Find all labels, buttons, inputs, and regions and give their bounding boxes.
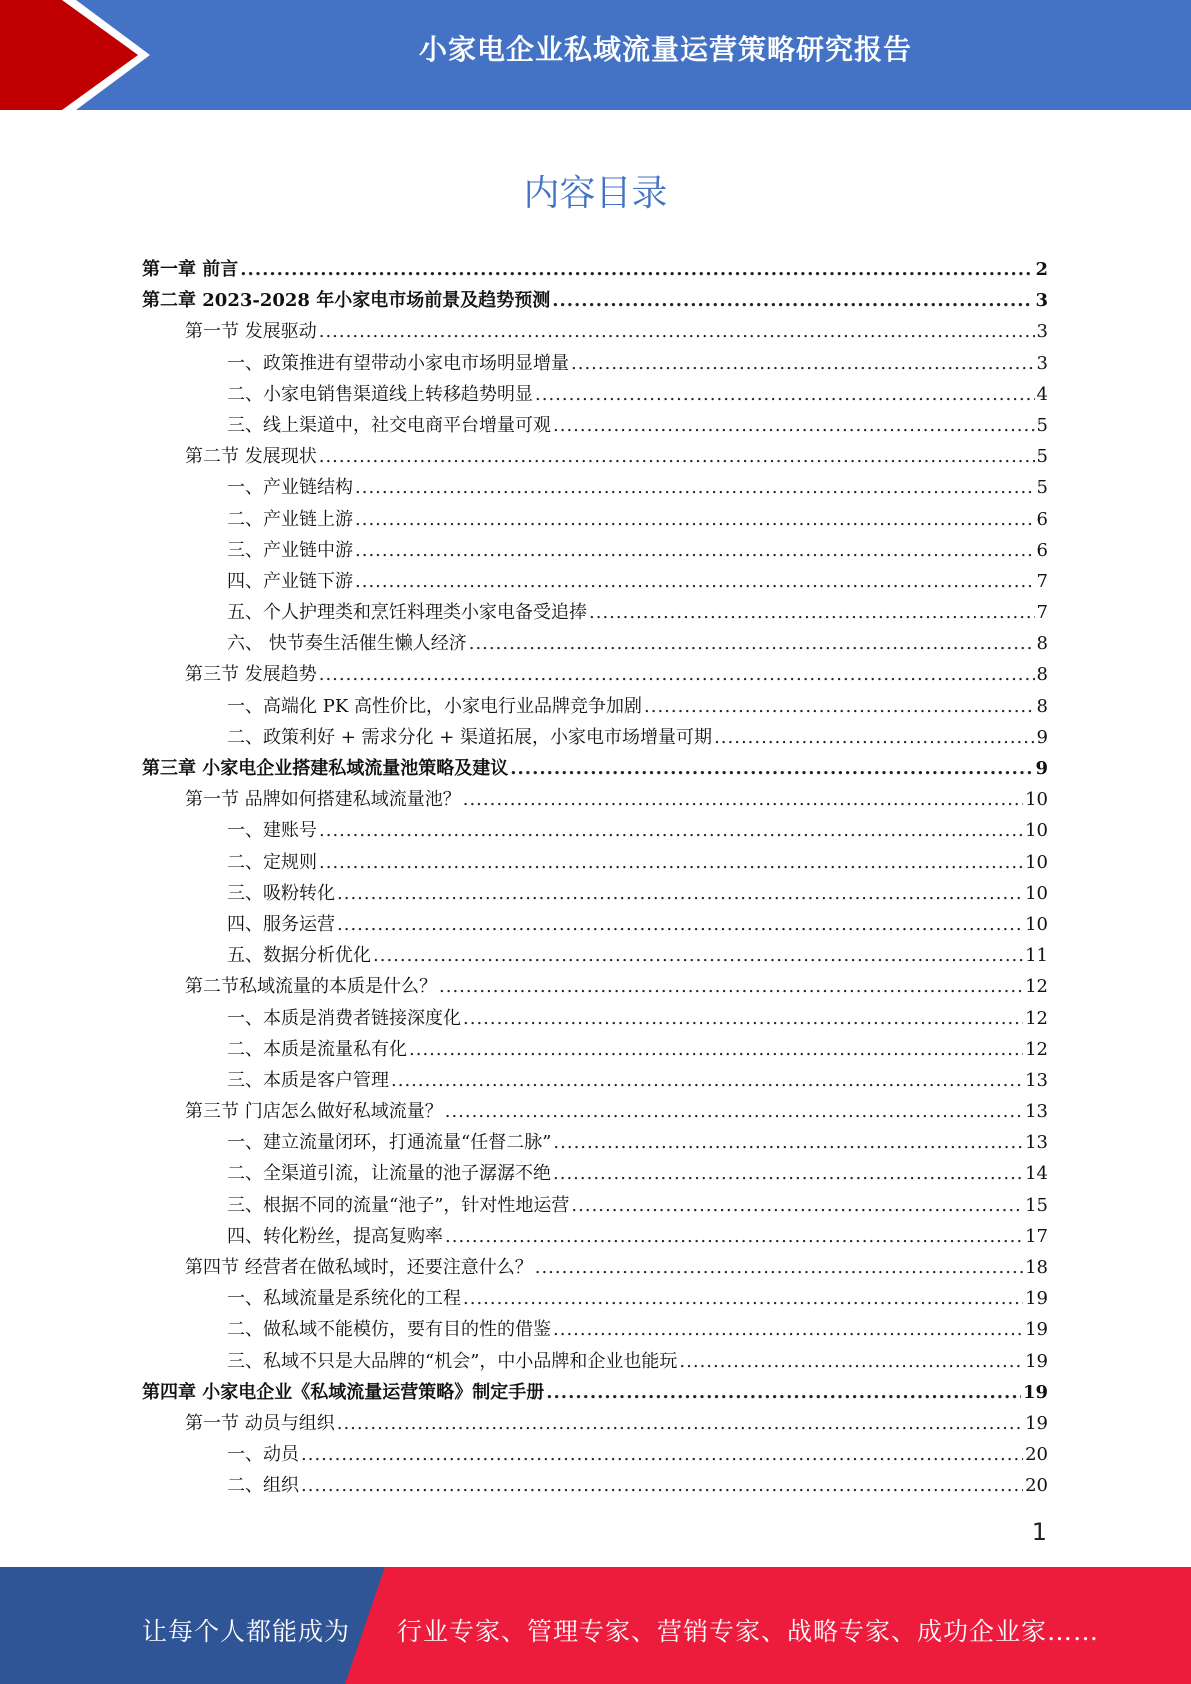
toc-entry-title: 一、本质是消费者链接深度化	[227, 1007, 461, 1029]
toc-entry-page: 19	[1025, 1350, 1048, 1372]
toc-subsection-entry[interactable]	[142, 1470, 1048, 1501]
toc-dot-leader	[553, 1158, 1023, 1189]
toc-entry-title: 五、个人护理类和烹饪料理类小家电备受追捧	[227, 602, 587, 624]
toc-dot-leader	[679, 1346, 1023, 1377]
toc-entry-page: 9	[1035, 758, 1048, 779]
toc-entry-title: 第三节 门店怎么做好私域流量？	[185, 1101, 443, 1123]
toc-entry-page: 6	[1036, 539, 1048, 561]
toc-dot-leader	[535, 1252, 1023, 1283]
toc-dot-leader	[337, 1408, 1023, 1439]
toc-subsection-entry[interactable]	[142, 909, 1048, 940]
toc-section-entry[interactable]	[142, 1408, 1048, 1439]
footer-slogan-right: 行业专家、管理专家、营销专家、战略专家、成功企业家……	[397, 1617, 1100, 1646]
toc-entry-title: 第四章 小家电企业《私域流量运营策略》制定手册	[142, 1381, 545, 1403]
toc-entry-title: 二、定规则	[227, 851, 317, 873]
toc-subsection-entry[interactable]	[142, 815, 1048, 846]
toc-entry-title: 第一节 动员与组织	[185, 1412, 335, 1434]
toc-dot-leader	[445, 1221, 1023, 1252]
page-number: 1	[1031, 1518, 1047, 1546]
toc-entry-title: 三、产业链中游	[227, 539, 353, 561]
toc-entry-title: 一、产业链结构	[227, 477, 353, 499]
toc-entry-page: 5	[1036, 414, 1048, 436]
toc-dot-leader	[553, 410, 1035, 441]
toc-dot-leader	[714, 722, 1034, 753]
toc-subsection-entry[interactable]	[142, 535, 1048, 566]
toc-subsection-entry[interactable]	[142, 1127, 1048, 1158]
toc-dot-leader	[240, 254, 1033, 285]
toc-entry-title: 六、 快节奏生活催生懒人经济	[227, 633, 467, 655]
toc-entry-page: 3	[1035, 290, 1048, 312]
toc-dot-leader	[319, 316, 1035, 347]
toc-entry-page: 19	[1025, 1319, 1048, 1341]
toc-dot-leader	[535, 379, 1035, 410]
toc-subsection-entry[interactable]	[142, 1003, 1048, 1034]
toc-entry-page: 20	[1025, 1444, 1048, 1466]
toc-dot-leader	[571, 348, 1035, 379]
toc-entry-page: 9	[1036, 726, 1048, 748]
toc-dot-leader	[644, 691, 1035, 722]
toc-chapter-entry[interactable]	[142, 254, 1048, 285]
toc-entry-title: 第一节 发展驱动	[185, 321, 317, 343]
toc-dot-leader	[355, 566, 1035, 597]
toc-entry-title: 一、高端化 PK 高性价比，小家电行业品牌竞争加剧	[227, 695, 642, 717]
toc-entry-title: 第三节 发展趋势	[185, 664, 317, 686]
toc-subsection-entry[interactable]	[142, 410, 1048, 441]
toc-entry-page: 19	[1022, 1381, 1048, 1403]
toc-entry-page: 4	[1036, 383, 1048, 405]
report-title: 小家电企业私域流量运营策略研究报告	[418, 33, 912, 66]
toc-subsection-entry[interactable]	[142, 691, 1048, 722]
toc-entry-title: 三、本质是客户管理	[227, 1069, 389, 1091]
toc-dot-leader	[319, 815, 1023, 846]
toc-subsection-entry[interactable]	[142, 1314, 1048, 1345]
toc-subsection-entry[interactable]	[142, 379, 1048, 410]
toc-chapter-entry[interactable]	[142, 753, 1048, 784]
toc-entry-page: 2	[1035, 259, 1048, 280]
toc-entry-page: 13	[1025, 1069, 1048, 1091]
toc-entry-page: 13	[1025, 1132, 1048, 1154]
toc-dot-leader	[463, 1003, 1023, 1034]
toc-entry-title: 第二节私域流量的本质是什么？	[185, 976, 437, 998]
toc-entry-title: 一、私域流量是系统化的工程	[227, 1288, 461, 1310]
toc-entry-page: 10	[1025, 789, 1048, 811]
toc-dot-leader	[571, 1190, 1023, 1221]
toc-entry-title: 三、私域不只是大品牌的“机会”，中小品牌和企业也能玩	[227, 1350, 678, 1372]
toc-entry-title: 二、政策利好 + 需求分化 + 渠道拓展，小家电市场增量可期	[227, 726, 713, 748]
toc-entry-page: 5	[1036, 477, 1048, 499]
toc-subsection-entry[interactable]	[142, 1221, 1048, 1252]
toc-entry-title: 二、产业链上游	[227, 508, 353, 530]
toc-entry-page: 5	[1036, 446, 1048, 468]
toc-subsection-entry[interactable]	[142, 1065, 1048, 1096]
toc-dot-leader	[391, 1065, 1023, 1096]
toc-subsection-entry[interactable]	[142, 597, 1048, 628]
toc-entry-page: 15	[1025, 1194, 1048, 1216]
toc-entry-title: 第一章 前言	[142, 259, 239, 280]
toc-section-entry[interactable]	[142, 441, 1048, 472]
toc-entry-title: 四、产业链下游	[227, 570, 353, 592]
toc-entry-title: 一、政策推进有望带动小家电市场明显增量	[227, 352, 569, 374]
toc-entry-page: 19	[1025, 1412, 1048, 1434]
toc-entry-title: 五、数据分析优化	[227, 945, 371, 967]
toc-entry-page: 6	[1036, 508, 1048, 530]
toc-subsection-entry[interactable]	[142, 566, 1048, 597]
toc-subsection-entry[interactable]	[142, 504, 1048, 535]
toc-section-entry[interactable]	[142, 971, 1048, 1002]
toc-entry-title: 三、线上渠道中，社交电商平台增量可观	[227, 414, 551, 436]
toc-entry-page: 10	[1025, 913, 1048, 935]
toc-entry-page: 10	[1025, 851, 1048, 873]
toc-entry-page: 7	[1036, 602, 1048, 624]
toc-entry-page: 14	[1025, 1163, 1048, 1185]
toc-entry-title: 二、做私域不能模仿，要有目的性的借鉴	[227, 1319, 551, 1341]
toc-dot-leader	[552, 285, 1033, 316]
toc-subsection-entry[interactable]	[142, 1034, 1048, 1065]
header-chevron-decoration	[0, 0, 160, 110]
toc-entry-title: 四、转化粉丝，提高复购率	[227, 1225, 443, 1247]
toc-section-entry[interactable]	[142, 784, 1048, 815]
toc-subsection-entry[interactable]	[142, 628, 1048, 659]
toc-dot-leader	[319, 659, 1035, 690]
toc-section-entry[interactable]	[142, 316, 1048, 347]
toc-dot-leader	[319, 847, 1023, 878]
toc-subsection-entry[interactable]	[142, 1283, 1048, 1314]
toc-entry-page: 3	[1036, 321, 1048, 343]
toc-entry-title: 二、全渠道引流，让流量的池子潺潺不绝	[227, 1163, 551, 1185]
toc-dot-leader	[469, 628, 1035, 659]
toc-dot-leader	[589, 597, 1035, 628]
toc-entry-title: 第二节 发展现状	[185, 446, 317, 468]
toc-subsection-entry[interactable]	[142, 348, 1048, 379]
toc-entry-title: 第四节 经营者在做私域时，还要注意什么？	[185, 1257, 533, 1278]
toc-dot-leader	[409, 1034, 1023, 1065]
toc-dot-leader	[445, 1096, 1023, 1127]
toc-entry-title: 一、动员	[227, 1444, 299, 1466]
toc-heading: 内容目录	[523, 173, 668, 214]
toc-subsection-entry[interactable]	[142, 722, 1048, 753]
toc-entry-page: 17	[1025, 1225, 1048, 1247]
toc-entry-page: 8	[1036, 664, 1048, 686]
toc-dot-leader	[355, 504, 1035, 535]
toc-section-entry[interactable]	[142, 659, 1048, 690]
toc-subsection-entry[interactable]	[142, 1439, 1048, 1470]
toc-entry-page: 13	[1025, 1101, 1048, 1123]
toc-entry-title: 第二章 2023-2028 年小家电市场前景及趋势预测	[142, 290, 551, 312]
toc-dot-leader	[355, 472, 1035, 503]
toc-subsection-entry[interactable]	[142, 940, 1048, 971]
toc-entry-title: 第三章 小家电企业搭建私域流量池策略及建议	[142, 758, 509, 779]
toc-entry-title: 第一节 品牌如何搭建私域流量池？	[185, 789, 461, 811]
toc-entry-page: 11	[1025, 945, 1048, 967]
toc-entry-page: 8	[1036, 633, 1048, 655]
toc-entry-page: 20	[1025, 1475, 1048, 1497]
toc-entry-page: 12	[1025, 1038, 1048, 1060]
toc-entry-page: 3	[1036, 352, 1048, 374]
toc-dot-leader	[553, 1127, 1023, 1158]
toc-entry-title: 二、本质是流量私有化	[227, 1038, 407, 1060]
toc-subsection-entry[interactable]	[142, 1158, 1048, 1189]
header-banner	[0, 0, 1191, 110]
toc-dot-leader	[439, 971, 1023, 1002]
toc-dot-leader	[463, 1283, 1023, 1314]
footer-banner	[0, 1567, 1191, 1684]
toc-entry-page: 8	[1036, 695, 1048, 717]
toc-entry-title: 三、吸粉转化	[227, 882, 335, 904]
toc-dot-leader	[337, 878, 1023, 909]
toc-dot-leader	[355, 535, 1035, 566]
toc-subsection-entry[interactable]	[142, 878, 1048, 909]
toc-dot-leader	[319, 441, 1035, 472]
toc-subsection-entry[interactable]	[142, 847, 1048, 878]
toc-dot-leader	[337, 909, 1023, 940]
toc-entry-title: 一、建账号	[227, 820, 317, 842]
toc-entry-page: 10	[1025, 820, 1048, 842]
toc-dot-leader	[510, 753, 1033, 784]
toc-entry-title: 二、小家电销售渠道线上转移趋势明显	[227, 383, 533, 405]
toc-entry-page: 12	[1025, 976, 1048, 998]
toc-subsection-entry[interactable]	[142, 1346, 1048, 1377]
toc-dot-leader	[463, 784, 1023, 815]
toc-entry-title: 三、根据不同的流量“池子”，针对性地运营	[227, 1194, 570, 1216]
toc-chapter-entry[interactable]	[142, 1377, 1048, 1408]
toc-entry-page: 12	[1025, 1007, 1048, 1029]
toc-entry-title: 一、建立流量闭环，打通流量“任督二脉”	[227, 1132, 552, 1154]
table-of-contents	[142, 254, 1048, 1502]
toc-dot-leader	[373, 940, 1023, 971]
toc-entry-title: 二、组织	[227, 1475, 299, 1497]
toc-section-entry[interactable]	[142, 1096, 1048, 1127]
toc-chapter-entry[interactable]	[142, 285, 1048, 316]
toc-subsection-entry[interactable]	[142, 1190, 1048, 1221]
footer-slogan-left: 让每个人都能成为	[142, 1617, 351, 1646]
toc-entry-page: 10	[1025, 882, 1048, 904]
toc-dot-leader	[553, 1314, 1023, 1345]
toc-subsection-entry[interactable]	[142, 472, 1048, 503]
toc-dot-leader	[546, 1377, 1021, 1408]
toc-entry-page: 18	[1025, 1257, 1048, 1278]
toc-entry-page: 19	[1025, 1288, 1048, 1310]
toc-entry-page: 7	[1036, 570, 1048, 592]
toc-dot-leader	[301, 1439, 1023, 1470]
toc-dot-leader	[301, 1470, 1023, 1501]
toc-entry-title: 四、服务运营	[227, 913, 335, 935]
toc-section-entry[interactable]	[142, 1252, 1048, 1283]
